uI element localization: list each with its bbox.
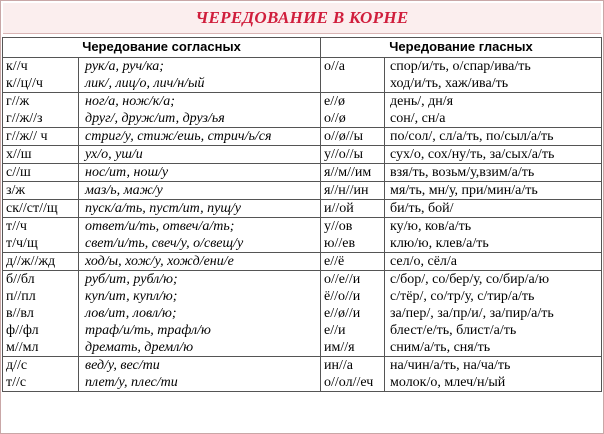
vowel-pair: е//и <box>324 323 346 338</box>
vowel-pair-cell <box>321 146 385 164</box>
consonant-pair: т/ч/щ <box>6 236 38 251</box>
consonant-pair-cell <box>3 182 79 200</box>
table-row <box>3 128 602 146</box>
vowel-example-cell <box>385 164 602 182</box>
consonant-pair: в//вл <box>6 306 34 321</box>
table-row <box>3 93 602 128</box>
consonant-pair-cell <box>3 253 79 271</box>
consonant-pair: с//ш <box>6 165 31 180</box>
table-body <box>3 58 602 392</box>
vowel-example-cell <box>385 200 602 218</box>
vowel-pair-cell <box>321 58 385 93</box>
consonant-example-cell <box>79 182 321 200</box>
consonant-pair-cell <box>3 146 79 164</box>
consonant-example-cell <box>79 146 321 164</box>
vowel-example-cell <box>385 182 602 200</box>
consonant-example-cell <box>79 93 321 128</box>
consonant-example: пуск/а/ть, пуст/ит, пущ/у <box>85 201 242 216</box>
consonant-pair: г//ж// ч <box>6 129 48 144</box>
vowel-pair: е//ø//и <box>324 306 361 321</box>
consonant-pair: з/ж <box>6 183 26 198</box>
consonant-pair: г//ж//з <box>6 111 43 126</box>
consonant-example: свет/и/ть, свеч/у, о/свещ/у <box>85 236 244 251</box>
vowel-pair: ин//а <box>324 358 353 373</box>
consonant-example-cell <box>79 253 321 271</box>
vowel-example: блест/е/ть, блист/а/ть <box>390 323 517 338</box>
consonant-example-cell <box>79 58 321 93</box>
vowel-example-cell <box>385 253 602 271</box>
consonant-pair: к//ч <box>6 59 28 74</box>
table-row <box>3 164 602 182</box>
consonant-pair: т//ч <box>6 219 27 234</box>
table-header-row <box>3 38 602 58</box>
title-bar <box>3 3 601 34</box>
consonant-example: ответ/и/ть, отвеч/а/ть; <box>85 219 235 234</box>
alternation-table <box>2 37 602 392</box>
consonant-pair: г//ж <box>6 94 30 109</box>
consonant-example: дремать, дремл/ю <box>85 340 194 355</box>
vowel-example: по/сол/, сл/а/ть, по/сыл/а/ть <box>390 129 554 144</box>
consonant-example: плет/у, плес/ти <box>85 375 178 390</box>
vowel-pair-cell <box>321 357 385 392</box>
vowel-example: спор/и/ть, о/спар/ива/ть <box>390 59 531 74</box>
vowel-pair: ё//о//и <box>324 289 361 304</box>
table-row <box>3 182 602 200</box>
vowel-pair: ю//ев <box>324 236 356 251</box>
consonant-example: стриг/у, стиж/ешь, стрич/ь/ся <box>85 129 272 144</box>
consonant-example: маз/ь, маж/у <box>85 183 163 198</box>
consonant-example: ног/а, нож/к/а; <box>85 94 175 109</box>
vowel-example: ход/и/ть, хаж/ива/ть <box>390 76 509 91</box>
vowel-example: сон/, сн/а <box>390 111 446 126</box>
consonant-example: друг/, друж/ит, друз/ья <box>85 111 225 126</box>
consonant-pair: б//бл <box>6 272 35 287</box>
table-row <box>3 58 602 93</box>
vowel-pair-cell <box>321 218 385 253</box>
vowel-example-cell <box>385 271 602 357</box>
consonant-example: нос/ит, нош/у <box>85 165 169 180</box>
vowel-pair: я//м//им <box>324 165 372 180</box>
vowel-pair-cell <box>321 200 385 218</box>
vowel-pair: е//ё <box>324 254 345 269</box>
page-title: ЧЕРЕДОВАНИЕ В КОРНЕ <box>195 8 409 27</box>
vowel-pair: о//е//и <box>324 272 361 287</box>
vowel-pair-cell <box>321 253 385 271</box>
table-row <box>3 271 602 357</box>
consonant-pair: х//ш <box>6 147 32 162</box>
vowel-example: сел/о, сёл/а <box>390 254 458 269</box>
consonant-pair: п//пл <box>6 289 36 304</box>
consonant-example: руб/ит, рубл/ю; <box>85 272 178 287</box>
consonant-pair-cell <box>3 164 79 182</box>
vowel-example: клю/ю, клев/а/ть <box>390 236 489 251</box>
consonant-pair-cell <box>3 93 79 128</box>
consonant-pair: т//с <box>6 375 27 390</box>
consonant-pair-cell <box>3 200 79 218</box>
consonant-example-cell <box>79 200 321 218</box>
vowel-example: взя/ть, возьм/у,взим/а/ть <box>390 165 535 180</box>
consonant-example: траф/и/ть, трафл/ю <box>85 323 211 338</box>
consonant-example-cell <box>79 128 321 146</box>
consonant-example-cell <box>79 218 321 253</box>
consonant-pair: м//мл <box>6 340 39 355</box>
consonant-pair-cell <box>3 218 79 253</box>
vowel-pair: о//ø//ы <box>324 129 363 144</box>
consonant-example-cell <box>79 164 321 182</box>
vowel-pair-cell <box>321 128 385 146</box>
consonant-example-cell <box>79 357 321 392</box>
vowel-example: сним/а/ть, сня/ть <box>390 340 491 355</box>
table-row <box>3 146 602 164</box>
vowel-pair: им//я <box>324 340 355 355</box>
table-row <box>3 200 602 218</box>
consonant-pair: д//с <box>6 358 28 373</box>
consonants-header: Чередование согласных <box>3 38 321 58</box>
vowel-pair: и//ой <box>324 201 354 216</box>
vowel-pair: о//а <box>324 59 346 74</box>
vowels-header: Чередование гласных <box>321 38 602 58</box>
vowel-pair: о//ол//еч <box>324 375 374 390</box>
vowel-example: би/ть, бой/ <box>390 201 454 216</box>
vowel-pair-cell <box>321 182 385 200</box>
vowel-example-cell <box>385 128 602 146</box>
consonant-pair: ск//ст//щ <box>6 201 58 216</box>
vowel-pair-cell <box>321 93 385 128</box>
consonant-pair: д//ж//жд <box>6 254 56 269</box>
consonant-example: лик/, лиц/о, лич/н/ый <box>85 76 205 91</box>
consonant-pair: ф//фл <box>6 323 39 338</box>
vowel-example-cell <box>385 93 602 128</box>
consonant-pair: к//ц//ч <box>6 76 43 91</box>
consonant-example: рук/а, руч/ка; <box>85 59 164 74</box>
vowel-pair-cell <box>321 271 385 357</box>
vowel-example: за/пер/, за/пр/и/, за/пир/а/ть <box>390 306 554 321</box>
consonant-pair-cell <box>3 58 79 93</box>
consonant-pair-cell <box>3 357 79 392</box>
vowel-example-cell <box>385 218 602 253</box>
vowel-example-cell <box>385 357 602 392</box>
vowel-pair: я//н//ин <box>324 183 369 198</box>
table-row <box>3 253 602 271</box>
vowel-example: на/чин/а/ть, на/ча/ть <box>390 358 511 373</box>
vowel-example: сух/о, сох/ну/ть, за/сых/а/ть <box>390 147 555 162</box>
consonant-example: ух/о, уш/и <box>85 147 143 162</box>
consonant-example: ход/ы, хож/у, хожд/ени/е <box>85 254 234 269</box>
vowel-example: ку/ю, ков/а/ть <box>390 219 472 234</box>
vowel-pair: у//о//ы <box>324 147 363 162</box>
table-row <box>3 218 602 253</box>
vowel-example: мя/ть, мн/у, при/мин/а/ть <box>390 183 538 198</box>
consonant-pair-cell <box>3 271 79 357</box>
vowel-example: молок/о, млеч/н/ый <box>390 375 506 390</box>
vowel-example: с/тёр/, со/тр/у, с/тир/а/ть <box>390 289 535 304</box>
consonant-example-cell <box>79 271 321 357</box>
table-row <box>3 357 602 392</box>
consonant-example: куп/ит, купл/ю; <box>85 289 178 304</box>
vowel-example-cell <box>385 146 602 164</box>
vowel-example: с/бор/, со/бер/у, со/бир/а/ю <box>390 272 550 287</box>
vowel-pair-cell <box>321 164 385 182</box>
vowel-pair: о//ø <box>324 111 346 126</box>
consonant-example: лов/ит, ловл/ю; <box>85 306 177 321</box>
vowel-example-cell <box>385 58 602 93</box>
vowel-example: день/, дн/я <box>390 94 454 109</box>
consonant-pair-cell <box>3 128 79 146</box>
vowel-pair: у//ов <box>324 219 353 234</box>
consonant-example: вед/у, вес/ти <box>85 358 160 373</box>
vowel-pair: е//ø <box>324 94 346 109</box>
vowel-pair <box>324 75 381 92</box>
